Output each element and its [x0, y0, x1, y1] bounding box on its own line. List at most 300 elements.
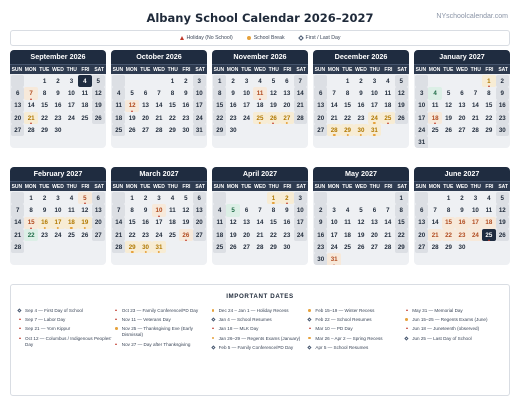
day-cell[interactable] [152, 124, 165, 136]
day-cell[interactable] [469, 100, 482, 112]
day-cell[interactable] [92, 229, 105, 241]
day-cell[interactable] [354, 87, 367, 99]
day-cell[interactable] [415, 136, 428, 148]
day-cell[interactable] [442, 217, 455, 229]
day-cell[interactable] [314, 229, 327, 241]
day-cell[interactable] [469, 229, 482, 241]
day-cell[interactable] [139, 112, 152, 124]
day-cell[interactable] [294, 100, 307, 112]
day-cell[interactable] [455, 87, 468, 99]
day-cell[interactable] [442, 241, 455, 253]
day-cell[interactable] [11, 124, 24, 136]
day-cell[interactable] [11, 87, 24, 99]
day-cell[interactable] [314, 87, 327, 99]
day-cell[interactable] [11, 204, 24, 216]
day-cell[interactable] [354, 124, 367, 136]
day-cell[interactable] [253, 229, 266, 241]
day-cell[interactable] [455, 192, 468, 204]
day-cell[interactable] [78, 112, 91, 124]
day-cell[interactable] [442, 112, 455, 124]
day-cell[interactable] [327, 241, 340, 253]
day-cell[interactable] [38, 229, 51, 241]
day-cell[interactable] [469, 217, 482, 229]
day-cell[interactable] [327, 100, 340, 112]
day-cell[interactable] [166, 229, 179, 241]
day-cell[interactable] [125, 241, 138, 253]
day-cell[interactable] [11, 229, 24, 241]
day-cell[interactable] [51, 87, 64, 99]
day-cell[interactable] [24, 229, 37, 241]
day-cell[interactable] [280, 217, 293, 229]
day-cell[interactable] [125, 192, 138, 204]
day-cell[interactable] [92, 100, 105, 112]
day-cell[interactable] [226, 204, 239, 216]
day-cell[interactable] [253, 204, 266, 216]
day-cell[interactable] [381, 217, 394, 229]
day-cell[interactable] [327, 112, 340, 124]
day-cell[interactable] [314, 217, 327, 229]
day-cell[interactable] [327, 253, 340, 265]
day-cell[interactable] [294, 204, 307, 216]
day-cell[interactable] [496, 124, 509, 136]
day-cell[interactable] [213, 100, 226, 112]
day-cell[interactable] [482, 124, 495, 136]
day-cell[interactable] [92, 87, 105, 99]
day-cell[interactable] [442, 87, 455, 99]
day-cell[interactable] [381, 229, 394, 241]
day-cell[interactable] [112, 100, 125, 112]
day-cell[interactable] [314, 253, 327, 265]
day-cell[interactable] [38, 112, 51, 124]
day-cell[interactable] [38, 192, 51, 204]
day-cell[interactable] [314, 204, 327, 216]
day-cell[interactable] [240, 217, 253, 229]
day-cell[interactable] [354, 217, 367, 229]
day-cell[interactable] [496, 229, 509, 241]
day-cell[interactable] [152, 241, 165, 253]
day-cell[interactable] [240, 100, 253, 112]
day-cell[interactable] [442, 229, 455, 241]
day-cell[interactable] [327, 204, 340, 216]
day-cell[interactable] [327, 87, 340, 99]
day-cell[interactable] [213, 87, 226, 99]
day-cell[interactable] [341, 229, 354, 241]
day-cell[interactable] [482, 112, 495, 124]
day-cell[interactable] [428, 204, 441, 216]
day-cell[interactable] [354, 229, 367, 241]
day-cell[interactable] [51, 192, 64, 204]
day-cell[interactable] [496, 100, 509, 112]
day-cell[interactable] [51, 75, 64, 87]
day-cell[interactable] [354, 204, 367, 216]
day-cell[interactable] [193, 124, 206, 136]
day-cell[interactable] [368, 112, 381, 124]
day-cell[interactable] [11, 100, 24, 112]
day-cell[interactable] [395, 217, 408, 229]
day-cell[interactable] [38, 217, 51, 229]
day-cell[interactable] [179, 217, 192, 229]
day-cell[interactable] [179, 112, 192, 124]
day-cell[interactable] [152, 217, 165, 229]
day-cell[interactable] [267, 112, 280, 124]
day-cell[interactable] [24, 204, 37, 216]
day-cell[interactable] [267, 75, 280, 87]
day-cell[interactable] [428, 100, 441, 112]
day-cell[interactable] [65, 87, 78, 99]
day-cell[interactable] [415, 217, 428, 229]
day-cell[interactable] [341, 112, 354, 124]
day-cell[interactable] [139, 124, 152, 136]
day-cell[interactable] [166, 87, 179, 99]
day-cell[interactable] [428, 87, 441, 99]
day-cell[interactable] [294, 112, 307, 124]
day-cell[interactable] [24, 192, 37, 204]
day-cell[interactable] [65, 229, 78, 241]
day-cell[interactable] [51, 112, 64, 124]
day-cell[interactable] [78, 217, 91, 229]
day-cell[interactable] [395, 204, 408, 216]
day-cell[interactable] [496, 87, 509, 99]
day-cell[interactable] [240, 87, 253, 99]
day-cell[interactable] [280, 112, 293, 124]
day-cell[interactable] [354, 100, 367, 112]
day-cell[interactable] [38, 100, 51, 112]
day-cell[interactable] [496, 75, 509, 87]
day-cell[interactable] [368, 217, 381, 229]
day-cell[interactable] [24, 112, 37, 124]
day-cell[interactable] [11, 112, 24, 124]
day-cell[interactable] [38, 75, 51, 87]
day-cell[interactable] [226, 87, 239, 99]
day-cell[interactable] [78, 229, 91, 241]
day-cell[interactable] [280, 241, 293, 253]
day-cell[interactable] [428, 112, 441, 124]
day-cell[interactable] [240, 229, 253, 241]
day-cell[interactable] [267, 241, 280, 253]
day-cell[interactable] [442, 192, 455, 204]
day-cell[interactable] [455, 124, 468, 136]
day-cell[interactable] [341, 75, 354, 87]
day-cell[interactable] [226, 217, 239, 229]
day-cell[interactable] [415, 204, 428, 216]
day-cell[interactable] [78, 87, 91, 99]
day-cell[interactable] [65, 204, 78, 216]
day-cell[interactable] [368, 229, 381, 241]
day-cell[interactable] [226, 75, 239, 87]
day-cell[interactable] [381, 100, 394, 112]
day-cell[interactable] [381, 241, 394, 253]
day-cell[interactable] [24, 124, 37, 136]
day-cell[interactable] [253, 87, 266, 99]
day-cell[interactable] [92, 75, 105, 87]
day-cell[interactable] [482, 204, 495, 216]
day-cell[interactable] [415, 229, 428, 241]
day-cell[interactable] [179, 229, 192, 241]
day-cell[interactable] [213, 75, 226, 87]
day-cell[interactable] [267, 204, 280, 216]
day-cell[interactable] [368, 124, 381, 136]
day-cell[interactable] [125, 124, 138, 136]
day-cell[interactable] [65, 75, 78, 87]
day-cell[interactable] [226, 112, 239, 124]
day-cell[interactable] [482, 217, 495, 229]
day-cell[interactable] [213, 241, 226, 253]
day-cell[interactable] [38, 124, 51, 136]
day-cell[interactable] [280, 75, 293, 87]
day-cell[interactable] [455, 100, 468, 112]
day-cell[interactable] [395, 229, 408, 241]
day-cell[interactable] [428, 241, 441, 253]
day-cell[interactable] [166, 112, 179, 124]
day-cell[interactable] [112, 241, 125, 253]
day-cell[interactable] [92, 112, 105, 124]
day-cell[interactable] [368, 75, 381, 87]
day-cell[interactable] [482, 192, 495, 204]
day-cell[interactable] [442, 124, 455, 136]
day-cell[interactable] [152, 87, 165, 99]
day-cell[interactable] [381, 87, 394, 99]
day-cell[interactable] [267, 217, 280, 229]
day-cell[interactable] [314, 112, 327, 124]
day-cell[interactable] [280, 100, 293, 112]
day-cell[interactable] [341, 217, 354, 229]
day-cell[interactable] [240, 241, 253, 253]
day-cell[interactable] [469, 112, 482, 124]
day-cell[interactable] [51, 124, 64, 136]
day-cell[interactable] [125, 217, 138, 229]
day-cell[interactable] [193, 192, 206, 204]
day-cell[interactable] [341, 87, 354, 99]
day-cell[interactable] [179, 204, 192, 216]
day-cell[interactable] [193, 112, 206, 124]
day-cell[interactable] [280, 229, 293, 241]
day-cell[interactable] [327, 217, 340, 229]
day-cell[interactable] [469, 87, 482, 99]
day-cell[interactable] [166, 124, 179, 136]
day-cell[interactable] [280, 192, 293, 204]
day-cell[interactable] [381, 112, 394, 124]
day-cell[interactable] [395, 192, 408, 204]
day-cell[interactable] [428, 124, 441, 136]
day-cell[interactable] [469, 192, 482, 204]
day-cell[interactable] [92, 217, 105, 229]
day-cell[interactable] [368, 100, 381, 112]
day-cell[interactable] [267, 229, 280, 241]
day-cell[interactable] [428, 229, 441, 241]
day-cell[interactable] [395, 100, 408, 112]
day-cell[interactable] [125, 204, 138, 216]
day-cell[interactable] [139, 217, 152, 229]
day-cell[interactable] [78, 204, 91, 216]
day-cell[interactable] [213, 204, 226, 216]
day-cell[interactable] [193, 204, 206, 216]
day-cell[interactable] [455, 241, 468, 253]
day-cell[interactable] [253, 75, 266, 87]
day-cell[interactable] [442, 100, 455, 112]
day-cell[interactable] [294, 75, 307, 87]
day-cell[interactable] [112, 87, 125, 99]
day-cell[interactable] [179, 124, 192, 136]
day-cell[interactable] [139, 229, 152, 241]
day-cell[interactable] [294, 192, 307, 204]
day-cell[interactable] [294, 87, 307, 99]
day-cell[interactable] [226, 100, 239, 112]
day-cell[interactable] [267, 87, 280, 99]
day-cell[interactable] [213, 112, 226, 124]
day-cell[interactable] [139, 241, 152, 253]
day-cell[interactable] [294, 217, 307, 229]
day-cell[interactable] [280, 87, 293, 99]
day-cell[interactable] [152, 204, 165, 216]
day-cell[interactable] [240, 204, 253, 216]
day-cell[interactable] [51, 204, 64, 216]
day-cell[interactable] [112, 204, 125, 216]
day-cell[interactable] [341, 241, 354, 253]
day-cell[interactable] [166, 75, 179, 87]
day-cell[interactable] [314, 241, 327, 253]
day-cell[interactable] [65, 100, 78, 112]
day-cell[interactable] [226, 241, 239, 253]
day-cell[interactable] [368, 241, 381, 253]
day-cell[interactable] [65, 192, 78, 204]
day-cell[interactable] [65, 217, 78, 229]
day-cell[interactable] [253, 112, 266, 124]
day-cell[interactable] [482, 100, 495, 112]
day-cell[interactable] [179, 75, 192, 87]
day-cell[interactable] [395, 87, 408, 99]
day-cell[interactable] [139, 192, 152, 204]
day-cell[interactable] [455, 204, 468, 216]
day-cell[interactable] [125, 229, 138, 241]
day-cell[interactable] [152, 229, 165, 241]
day-cell[interactable] [166, 217, 179, 229]
day-cell[interactable] [415, 124, 428, 136]
day-cell[interactable] [381, 75, 394, 87]
day-cell[interactable] [24, 100, 37, 112]
day-cell[interactable] [240, 112, 253, 124]
day-cell[interactable] [51, 100, 64, 112]
day-cell[interactable] [166, 192, 179, 204]
day-cell[interactable] [455, 229, 468, 241]
day-cell[interactable] [226, 229, 239, 241]
day-cell[interactable] [415, 100, 428, 112]
day-cell[interactable] [139, 204, 152, 216]
day-cell[interactable] [428, 217, 441, 229]
day-cell[interactable] [482, 229, 495, 241]
day-cell[interactable] [92, 192, 105, 204]
day-cell[interactable] [253, 241, 266, 253]
day-cell[interactable] [166, 204, 179, 216]
day-cell[interactable] [267, 192, 280, 204]
day-cell[interactable] [496, 112, 509, 124]
day-cell[interactable] [125, 100, 138, 112]
day-cell[interactable] [415, 241, 428, 253]
day-cell[interactable] [368, 87, 381, 99]
day-cell[interactable] [38, 204, 51, 216]
day-cell[interactable] [193, 217, 206, 229]
day-cell[interactable] [415, 87, 428, 99]
day-cell[interactable] [78, 192, 91, 204]
day-cell[interactable] [24, 217, 37, 229]
day-cell[interactable] [152, 100, 165, 112]
day-cell[interactable] [496, 192, 509, 204]
day-cell[interactable] [152, 192, 165, 204]
day-cell[interactable] [139, 87, 152, 99]
day-cell[interactable] [11, 217, 24, 229]
day-cell[interactable] [78, 100, 91, 112]
day-cell[interactable] [496, 204, 509, 216]
day-cell[interactable] [469, 124, 482, 136]
day-cell[interactable] [354, 112, 367, 124]
day-cell[interactable] [38, 87, 51, 99]
day-cell[interactable] [51, 229, 64, 241]
day-cell[interactable] [213, 229, 226, 241]
day-cell[interactable] [395, 75, 408, 87]
day-cell[interactable] [65, 112, 78, 124]
day-cell[interactable] [92, 204, 105, 216]
day-cell[interactable] [112, 229, 125, 241]
day-cell[interactable] [193, 87, 206, 99]
day-cell[interactable] [341, 124, 354, 136]
day-cell[interactable] [125, 112, 138, 124]
day-cell[interactable] [267, 100, 280, 112]
day-cell[interactable] [213, 217, 226, 229]
day-cell[interactable] [179, 100, 192, 112]
day-cell[interactable] [368, 204, 381, 216]
day-cell[interactable] [139, 100, 152, 112]
day-cell[interactable] [226, 124, 239, 136]
day-cell[interactable] [354, 241, 367, 253]
day-cell[interactable] [125, 87, 138, 99]
day-cell[interactable] [193, 100, 206, 112]
day-cell[interactable] [193, 75, 206, 87]
day-cell[interactable] [112, 217, 125, 229]
day-cell[interactable] [112, 112, 125, 124]
day-cell[interactable] [395, 112, 408, 124]
day-cell[interactable] [240, 75, 253, 87]
day-cell[interactable] [354, 75, 367, 87]
day-cell[interactable] [166, 100, 179, 112]
day-cell[interactable] [482, 87, 495, 99]
day-cell[interactable] [381, 204, 394, 216]
day-cell[interactable] [395, 241, 408, 253]
day-cell[interactable] [294, 229, 307, 241]
day-cell[interactable] [112, 124, 125, 136]
day-cell[interactable] [280, 204, 293, 216]
day-cell[interactable] [213, 124, 226, 136]
day-cell[interactable] [341, 100, 354, 112]
day-cell[interactable] [253, 100, 266, 112]
day-cell[interactable] [24, 87, 37, 99]
day-cell[interactable] [314, 124, 327, 136]
day-cell[interactable] [193, 229, 206, 241]
day-cell[interactable] [415, 112, 428, 124]
day-cell[interactable] [51, 217, 64, 229]
day-cell[interactable] [469, 204, 482, 216]
day-cell[interactable] [327, 229, 340, 241]
day-cell[interactable] [455, 217, 468, 229]
day-cell[interactable] [152, 112, 165, 124]
day-cell[interactable] [442, 204, 455, 216]
day-cell[interactable] [496, 217, 509, 229]
day-cell[interactable] [482, 75, 495, 87]
day-cell[interactable] [455, 112, 468, 124]
day-cell[interactable] [341, 204, 354, 216]
day-cell[interactable] [179, 87, 192, 99]
day-cell[interactable] [253, 217, 266, 229]
day-cell[interactable] [314, 100, 327, 112]
day-cell[interactable] [11, 241, 24, 253]
